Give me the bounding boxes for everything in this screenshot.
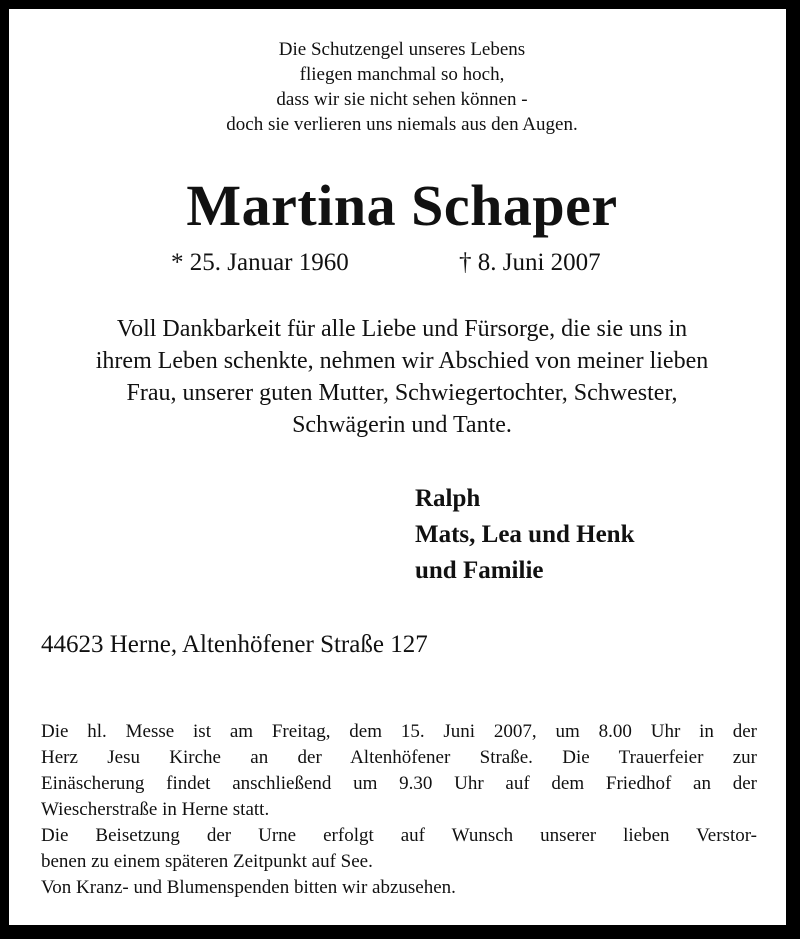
tribute-line: Schwägerin und Tante. bbox=[292, 412, 512, 438]
address: 44623 Herne, Altenhöfener Straße 127 bbox=[41, 631, 428, 658]
tribute-line: Voll Dankbarkeit für alle Liebe und Fürsorge, die sie uns in bbox=[116, 316, 688, 342]
mourner-line: und Familie bbox=[415, 557, 544, 584]
poem-line: dass wir sie nicht sehen können - bbox=[276, 89, 528, 110]
deceased-name: Martina Schaper bbox=[186, 173, 618, 238]
notice-line: Die hl. Messe ist am Freitag, dem 15. Juni 2007, um 8.00 Uhr in der bbox=[41, 721, 757, 742]
notice-line: benen zu einem späteren Zeitpunkt auf See. bbox=[41, 851, 373, 872]
tribute-text bbox=[9, 313, 795, 441]
death-date: † 8. Juni 2007 bbox=[459, 249, 601, 276]
poem-line: fliegen manchmal so hoch, bbox=[299, 64, 505, 85]
notice-line: Von Kranz- und Blumenspenden bitten wir abzusehen. bbox=[41, 877, 456, 898]
poem bbox=[9, 37, 795, 137]
mourner-line: Mats, Lea und Henk bbox=[415, 521, 635, 548]
tribute-line: ihrem Leben schenkte, nehmen wir Abschied von meiner lieben bbox=[95, 348, 709, 374]
notice-line: Die Beisetzung der Urne erfolgt auf Wunsch unserer lieben Verstor- bbox=[41, 825, 757, 846]
mourners bbox=[415, 481, 634, 589]
poem-line: Die Schutzengel unseres Lebens bbox=[278, 39, 526, 60]
mourner-line: Ralph bbox=[415, 485, 481, 512]
notice-line: Einäscherung findet anschließend um 9.30 Uhr auf dem Friedhof an der bbox=[41, 773, 757, 794]
notice-line: Herz Jesu Kirche an der Altenhöfener Straße. Die Trauerfeier zur bbox=[41, 747, 757, 768]
birth-date: * 25. Januar 1960 bbox=[171, 249, 349, 276]
poem-line: doch sie verlieren uns niemals aus den Augen. bbox=[226, 114, 578, 135]
service-notice bbox=[41, 719, 757, 901]
tribute-line: Frau, unserer guten Mutter, Schwiegertochter, Schwester, bbox=[126, 380, 678, 406]
notice-line: Wiescherstraße in Herne statt. bbox=[41, 799, 270, 820]
